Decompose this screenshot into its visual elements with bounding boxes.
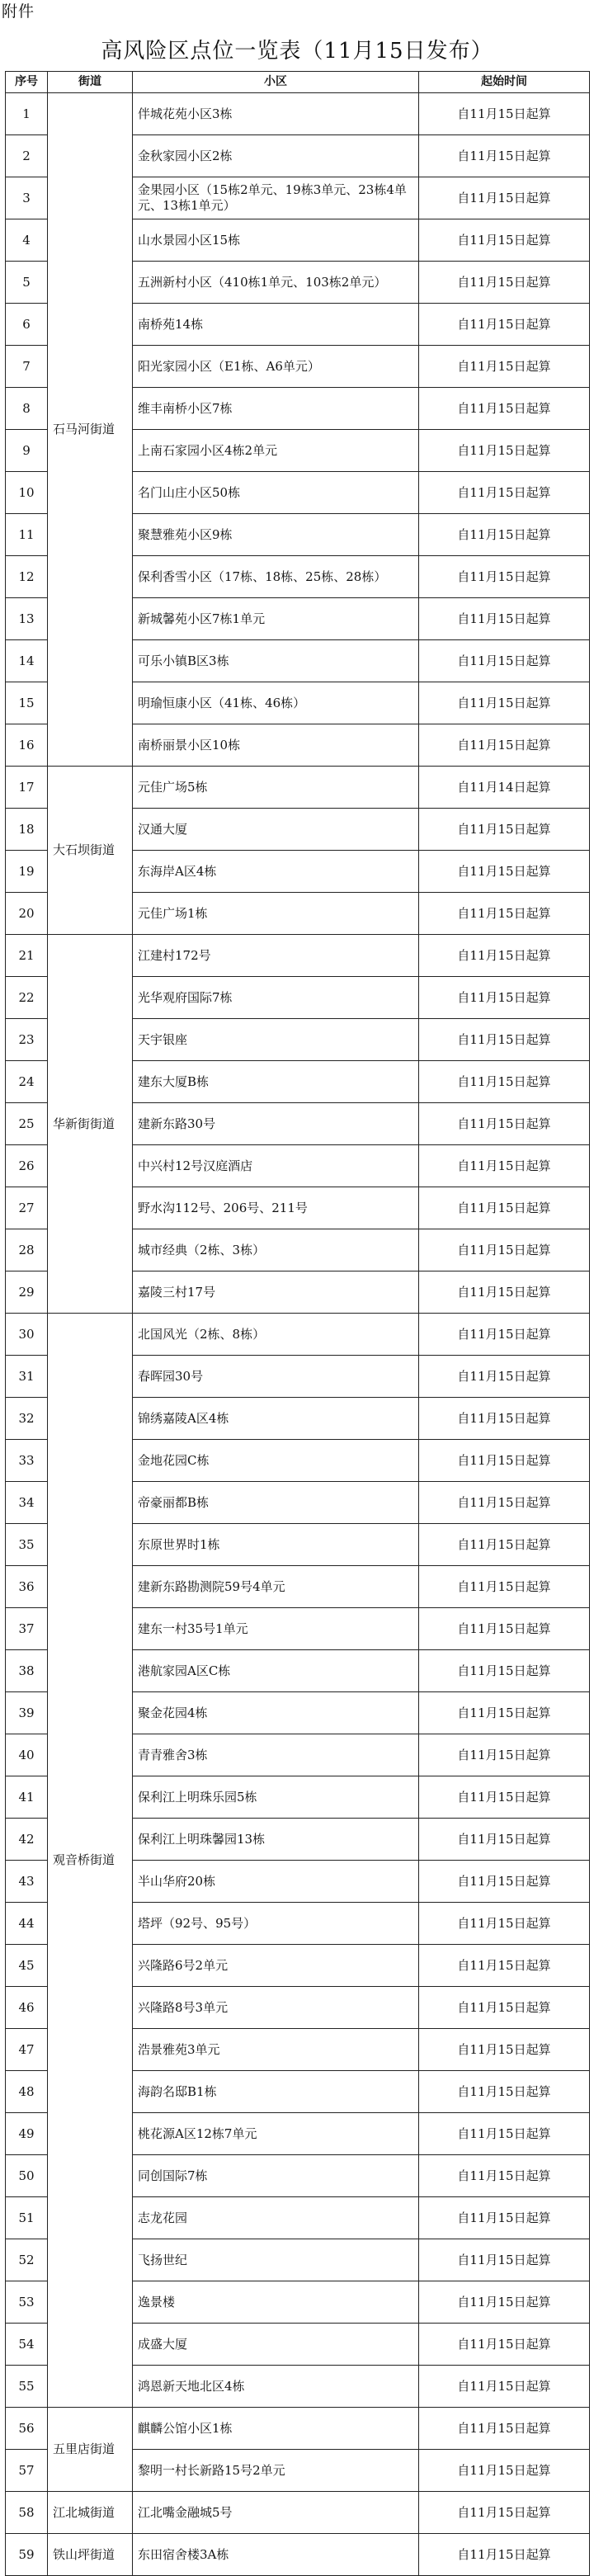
row-number: 52 (6, 2239, 48, 2281)
street-name: 大石坝街道 (48, 767, 133, 935)
start-time: 自11月15日起算 (419, 1356, 590, 1398)
start-time: 自11月15日起算 (419, 1187, 590, 1229)
start-time: 自11月15日起算 (419, 2534, 590, 2576)
table-body (6, 93, 590, 2576)
start-time: 自11月15日起算 (419, 2408, 590, 2450)
start-time: 自11月15日起算 (419, 1608, 590, 1650)
row-number: 14 (6, 640, 48, 682)
row-number: 54 (6, 2324, 48, 2366)
row-number: 9 (6, 430, 48, 472)
row-number: 17 (6, 767, 48, 809)
community-name: 野水沟112号、206号、211号 (133, 1187, 419, 1229)
row-number: 6 (6, 304, 48, 346)
row-number: 57 (6, 2450, 48, 2492)
community-name: 鸿恩新天地北区4栋 (133, 2366, 419, 2408)
row-number: 44 (6, 1903, 48, 1945)
row-number: 23 (6, 1019, 48, 1061)
community-name: 城市经典（2栋、3栋） (133, 1229, 419, 1271)
start-time: 自11月15日起算 (419, 1692, 590, 1734)
row-number: 42 (6, 1819, 48, 1861)
row-number: 12 (6, 556, 48, 598)
community-name: 南桥苑14栋 (133, 304, 419, 346)
community-name: 天宇银座 (133, 1019, 419, 1061)
table-row (6, 93, 590, 135)
row-number: 21 (6, 935, 48, 977)
start-time: 自11月15日起算 (419, 1314, 590, 1356)
start-time: 自11月15日起算 (419, 2071, 590, 2113)
row-number: 5 (6, 262, 48, 304)
row-number: 16 (6, 724, 48, 767)
row-number: 39 (6, 1692, 48, 1734)
community-name: 帝豪丽都B栋 (133, 1482, 419, 1524)
row-number: 2 (6, 135, 48, 177)
start-time: 自11月15日起算 (419, 893, 590, 935)
community-name: 黎明一村长新路15号2单元 (133, 2450, 419, 2492)
table-row (6, 2492, 590, 2534)
attachment-label: 附件 (2, 2, 35, 21)
community-name: 锦绣嘉陵A区4栋 (133, 1398, 419, 1440)
street-name: 铁山坪街道 (48, 2534, 133, 2576)
community-name: 港航家园A区C栋 (133, 1650, 419, 1692)
row-number: 43 (6, 1861, 48, 1903)
header-street: 街道 (48, 72, 133, 93)
community-name: 逸景楼 (133, 2281, 419, 2324)
row-number: 3 (6, 177, 48, 219)
table-row (6, 2534, 590, 2576)
row-number: 58 (6, 2492, 48, 2534)
start-time: 自11月15日起算 (419, 93, 590, 135)
start-time: 自11月15日起算 (419, 177, 590, 219)
community-name: 上南石家园小区4栋2单元 (133, 430, 419, 472)
table-row (6, 935, 590, 977)
start-time: 自11月15日起算 (419, 556, 590, 598)
row-number: 32 (6, 1398, 48, 1440)
start-time: 自11月15日起算 (419, 1061, 590, 1103)
community-name: 明瑜恒康小区（41栋、46栋） (133, 682, 419, 724)
row-number: 19 (6, 851, 48, 893)
community-name: 北国风光（2栋、8栋） (133, 1314, 419, 1356)
row-number: 41 (6, 1776, 48, 1819)
start-time: 自11月15日起算 (419, 1903, 590, 1945)
start-time: 自11月15日起算 (419, 935, 590, 977)
start-time: 自11月15日起算 (419, 2029, 590, 2071)
start-time: 自11月15日起算 (419, 682, 590, 724)
high-risk-table (5, 71, 590, 2576)
start-time: 自11月15日起算 (419, 724, 590, 767)
start-time: 自11月15日起算 (419, 2366, 590, 2408)
row-number: 11 (6, 514, 48, 556)
community-name: 保利江上明珠乐园5栋 (133, 1776, 419, 1819)
row-number: 45 (6, 1945, 48, 1987)
community-name: 桃花源A区12栋7单元 (133, 2113, 419, 2155)
start-time: 自11月15日起算 (419, 2492, 590, 2534)
community-name: 元佳广场5栋 (133, 767, 419, 809)
row-number: 47 (6, 2029, 48, 2071)
start-time: 自11月15日起算 (419, 598, 590, 640)
start-time: 自11月15日起算 (419, 1987, 590, 2029)
community-name: 保利香雪小区（17栋、18栋、25栋、28栋） (133, 556, 419, 598)
row-number: 8 (6, 388, 48, 430)
start-time: 自11月15日起算 (419, 2450, 590, 2492)
row-number: 46 (6, 1987, 48, 2029)
community-name: 志龙花园 (133, 2197, 419, 2239)
row-number: 36 (6, 1566, 48, 1608)
start-time: 自11月15日起算 (419, 640, 590, 682)
start-time: 自11月15日起算 (419, 1145, 590, 1187)
community-name: 元佳广场1栋 (133, 893, 419, 935)
start-time: 自11月15日起算 (419, 1019, 590, 1061)
community-name: 建新东路勘测院59号4单元 (133, 1566, 419, 1608)
row-number: 31 (6, 1356, 48, 1398)
community-name: 山水景园小区15栋 (133, 219, 419, 262)
row-number: 1 (6, 93, 48, 135)
start-time: 自11月15日起算 (419, 977, 590, 1019)
community-name: 五洲新村小区（410栋1单元、103栋2单元） (133, 262, 419, 304)
start-time: 自11月14日起算 (419, 767, 590, 809)
community-name: 伴城花苑小区3栋 (133, 93, 419, 135)
street-name: 石马河街道 (48, 93, 133, 767)
row-number: 13 (6, 598, 48, 640)
community-name: 浩景雅苑3单元 (133, 2029, 419, 2071)
street-name: 观音桥街道 (48, 1314, 133, 2408)
community-name: 建东大厦B栋 (133, 1061, 419, 1103)
start-time: 自11月15日起算 (419, 2239, 590, 2281)
row-number: 7 (6, 346, 48, 388)
start-time: 自11月15日起算 (419, 1271, 590, 1314)
start-time: 自11月15日起算 (419, 851, 590, 893)
start-time: 自11月15日起算 (419, 1440, 590, 1482)
start-time: 自11月15日起算 (419, 2324, 590, 2366)
row-number: 50 (6, 2155, 48, 2197)
start-time: 自11月15日起算 (419, 262, 590, 304)
community-name: 维丰南桥小区7栋 (133, 388, 419, 430)
community-name: 海韵名邸B1栋 (133, 2071, 419, 2113)
row-number: 51 (6, 2197, 48, 2239)
header-no: 序号 (6, 72, 48, 93)
community-name: 春晖园30号 (133, 1356, 419, 1398)
community-name: 江建村172号 (133, 935, 419, 977)
start-time: 自11月15日起算 (419, 430, 590, 472)
start-time: 自11月15日起算 (419, 1103, 590, 1145)
table-row (6, 2408, 590, 2450)
community-name: 东原世界时1栋 (133, 1524, 419, 1566)
row-number: 49 (6, 2113, 48, 2155)
row-number: 48 (6, 2071, 48, 2113)
start-time: 自11月15日起算 (419, 1566, 590, 1608)
row-number: 24 (6, 1061, 48, 1103)
start-time: 自11月15日起算 (419, 219, 590, 262)
row-number: 15 (6, 682, 48, 724)
start-time: 自11月15日起算 (419, 1945, 590, 1987)
street-name: 江北城街道 (48, 2492, 133, 2534)
row-number: 55 (6, 2366, 48, 2408)
row-number: 4 (6, 219, 48, 262)
header-start-time: 起始时间 (419, 72, 590, 93)
start-time: 自11月15日起算 (419, 2197, 590, 2239)
row-number: 34 (6, 1482, 48, 1524)
community-name: 名门山庄小区50栋 (133, 472, 419, 514)
row-number: 40 (6, 1734, 48, 1776)
community-name: 金果园小区（15栋2单元、19栋3单元、23栋4单元、13栋1单元） (133, 177, 419, 219)
community-name: 成盛大厦 (133, 2324, 419, 2366)
row-number: 20 (6, 893, 48, 935)
start-time: 自11月15日起算 (419, 1482, 590, 1524)
row-number: 10 (6, 472, 48, 514)
community-name: 江北嘴金融城5号 (133, 2492, 419, 2534)
community-name: 聚慧雅苑小区9栋 (133, 514, 419, 556)
community-name: 汉通大厦 (133, 809, 419, 851)
row-number: 30 (6, 1314, 48, 1356)
community-name: 东田宿舍楼3A栋 (133, 2534, 419, 2576)
start-time: 自11月15日起算 (419, 1524, 590, 1566)
row-number: 28 (6, 1229, 48, 1271)
start-time: 自11月15日起算 (419, 1398, 590, 1440)
community-name: 可乐小镇B区3栋 (133, 640, 419, 682)
community-name: 建新东路30号 (133, 1103, 419, 1145)
row-number: 26 (6, 1145, 48, 1187)
start-time: 自11月15日起算 (419, 472, 590, 514)
start-time: 自11月15日起算 (419, 809, 590, 851)
row-number: 22 (6, 977, 48, 1019)
header-community: 小区 (133, 72, 419, 93)
start-time: 自11月15日起算 (419, 135, 590, 177)
row-number: 33 (6, 1440, 48, 1482)
row-number: 29 (6, 1271, 48, 1314)
start-time: 自11月15日起算 (419, 346, 590, 388)
row-number: 25 (6, 1103, 48, 1145)
start-time: 自11月15日起算 (419, 1650, 590, 1692)
community-name: 阳光家园小区（E1栋、A6单元） (133, 346, 419, 388)
community-name: 东海岸A区4栋 (133, 851, 419, 893)
community-name: 金秋家园小区2栋 (133, 135, 419, 177)
table-row (6, 1314, 590, 1356)
row-number: 59 (6, 2534, 48, 2576)
start-time: 自11月15日起算 (419, 514, 590, 556)
community-name: 塔坪（92号、95号） (133, 1903, 419, 1945)
row-number: 37 (6, 1608, 48, 1650)
row-number: 38 (6, 1650, 48, 1692)
community-name: 建东一村35号1单元 (133, 1608, 419, 1650)
community-name: 新城馨苑小区7栋1单元 (133, 598, 419, 640)
community-name: 兴隆路8号3单元 (133, 1987, 419, 2029)
community-name: 南桥丽景小区10栋 (133, 724, 419, 767)
start-time: 自11月15日起算 (419, 1734, 590, 1776)
row-number: 27 (6, 1187, 48, 1229)
start-time: 自11月15日起算 (419, 1861, 590, 1903)
community-name: 光华观府国际7栋 (133, 977, 419, 1019)
street-name: 五里店街道 (48, 2408, 133, 2492)
start-time: 自11月15日起算 (419, 304, 590, 346)
street-name: 华新街街道 (48, 935, 133, 1314)
community-name: 兴隆路6号2单元 (133, 1945, 419, 1987)
start-time: 自11月15日起算 (419, 1229, 590, 1271)
community-name: 保利江上明珠馨园13栋 (133, 1819, 419, 1861)
table-header-row (6, 72, 590, 93)
community-name: 麒麟公馆小区1栋 (133, 2408, 419, 2450)
row-number: 18 (6, 809, 48, 851)
start-time: 自11月15日起算 (419, 1776, 590, 1819)
community-name: 中兴村12号汉庭酒店 (133, 1145, 419, 1187)
start-time: 自11月15日起算 (419, 2155, 590, 2197)
row-number: 35 (6, 1524, 48, 1566)
community-name: 同创国际7栋 (133, 2155, 419, 2197)
community-name: 聚金花园4栋 (133, 1692, 419, 1734)
row-number: 56 (6, 2408, 48, 2450)
row-number: 53 (6, 2281, 48, 2324)
page-title: 高风险区点位一览表（11月15日发布） (101, 39, 493, 64)
start-time: 自11月15日起算 (419, 2281, 590, 2324)
start-time: 自11月15日起算 (419, 388, 590, 430)
start-time: 自11月15日起算 (419, 2113, 590, 2155)
community-name: 嘉陵三村17号 (133, 1271, 419, 1314)
community-name: 半山华府20栋 (133, 1861, 419, 1903)
table-row (6, 767, 590, 809)
community-name: 飞扬世纪 (133, 2239, 419, 2281)
community-name: 金地花园C栋 (133, 1440, 419, 1482)
community-name: 青青雅舍3栋 (133, 1734, 419, 1776)
start-time: 自11月15日起算 (419, 1819, 590, 1861)
